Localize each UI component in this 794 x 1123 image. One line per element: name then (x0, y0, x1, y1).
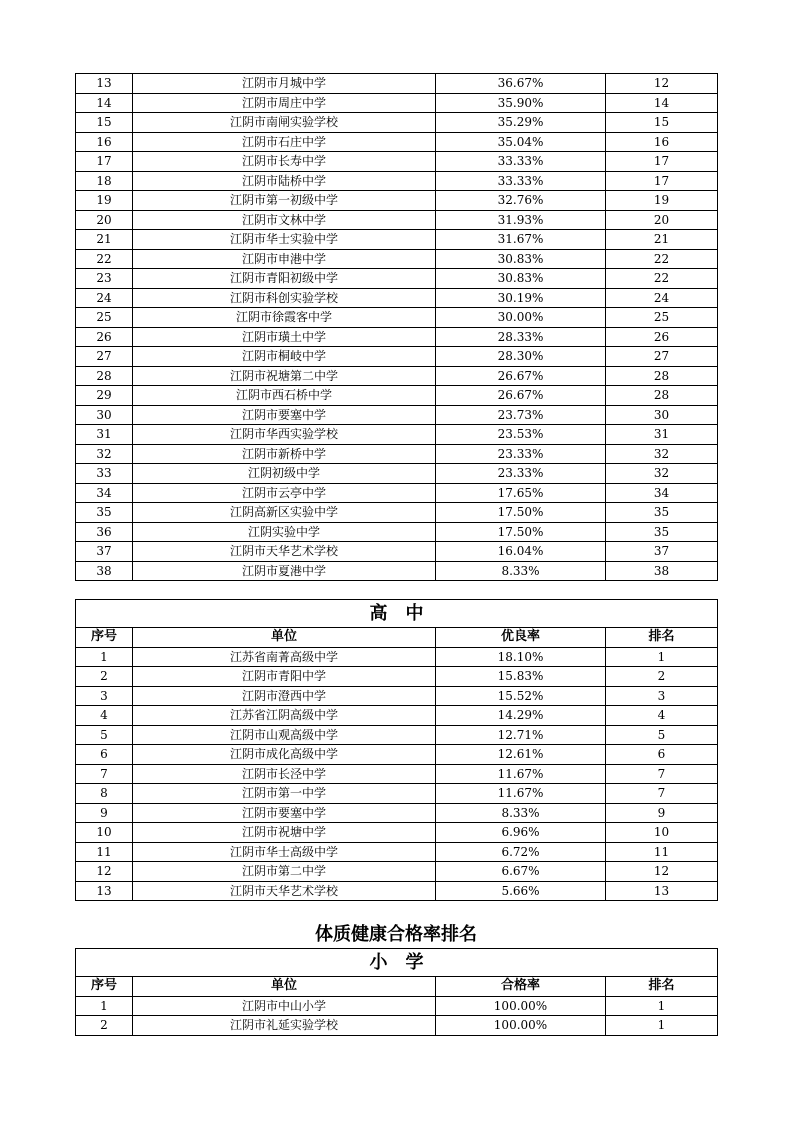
cell-rank: 28 (606, 366, 718, 386)
cell-unit: 江阴市第一中学 (133, 784, 436, 804)
table-row (76, 366, 718, 386)
cell-unit: 江阴市申港中学 (133, 249, 436, 269)
cell-rate: 15.83% (436, 667, 606, 687)
cell-unit: 江阴市第二中学 (133, 862, 436, 882)
cell-unit: 江阴市天华艺术学校 (133, 542, 436, 562)
cell-no: 2 (76, 1016, 133, 1036)
cell-rate: 8.33% (436, 561, 606, 581)
primary-school-title-row (76, 949, 718, 977)
table-row (76, 862, 718, 882)
table-row (76, 784, 718, 804)
table-row (76, 210, 718, 230)
cell-rate: 6.72% (436, 842, 606, 862)
cell-unit: 江阴市山观高级中学 (133, 725, 436, 745)
table-row (76, 464, 718, 484)
table-row (76, 74, 718, 94)
cell-rank: 27 (606, 347, 718, 367)
table-row (76, 249, 718, 269)
cell-rank: 24 (606, 288, 718, 308)
high-school-table (75, 599, 718, 901)
table-row (76, 444, 718, 464)
cell-rank: 11 (606, 842, 718, 862)
table-row (76, 647, 718, 667)
cell-unit: 江阴市云亭中学 (133, 483, 436, 503)
cell-no: 5 (76, 725, 133, 745)
cell-no: 9 (76, 803, 133, 823)
table-row (76, 522, 718, 542)
cell-rate: 23.53% (436, 425, 606, 445)
cell-no: 30 (76, 405, 133, 425)
cell-rank: 25 (606, 308, 718, 328)
cell-rank: 35 (606, 522, 718, 542)
cell-rank: 22 (606, 249, 718, 269)
cell-no: 21 (76, 230, 133, 250)
cell-unit: 江阴市桐岐中学 (133, 347, 436, 367)
table-row (76, 152, 718, 172)
table-row (76, 191, 718, 211)
cell-rank: 17 (606, 171, 718, 191)
middle-school-table-body (76, 74, 718, 581)
cell-unit: 江阴市石庄中学 (133, 132, 436, 152)
cell-unit: 江阴实验中学 (133, 522, 436, 542)
cell-rate: 16.04% (436, 542, 606, 562)
cell-unit: 江阴市陆桥中学 (133, 171, 436, 191)
cell-rank: 28 (606, 386, 718, 406)
header-rank: 排名 (606, 977, 718, 997)
cell-rate: 11.67% (436, 764, 606, 784)
cell-rank: 20 (606, 210, 718, 230)
cell-rate: 11.67% (436, 784, 606, 804)
cell-rate: 30.83% (436, 269, 606, 289)
table-row (76, 327, 718, 347)
table-row (76, 230, 718, 250)
cell-no: 32 (76, 444, 133, 464)
cell-no: 12 (76, 862, 133, 882)
cell-rank: 14 (606, 93, 718, 113)
fitness-section-title: 体质健康合格率排名 (315, 924, 477, 945)
table-row (76, 171, 718, 191)
cell-rate: 30.83% (436, 249, 606, 269)
cell-no: 10 (76, 823, 133, 843)
header-no: 序号 (76, 628, 133, 648)
cell-rate: 17.65% (436, 483, 606, 503)
cell-unit: 江阴市长寿中学 (133, 152, 436, 172)
cell-unit: 江阴市华士实验中学 (133, 230, 436, 250)
cell-rank: 1 (606, 996, 718, 1016)
primary-school-table (75, 948, 718, 1036)
cell-unit: 江阴市祝塘第二中学 (133, 366, 436, 386)
cell-no: 20 (76, 210, 133, 230)
table-row (76, 561, 718, 581)
cell-rank: 2 (606, 667, 718, 687)
cell-rate: 14.29% (436, 706, 606, 726)
cell-rank: 5 (606, 725, 718, 745)
cell-unit: 江阴初级中学 (133, 464, 436, 484)
cell-rank: 26 (606, 327, 718, 347)
cell-no: 13 (76, 74, 133, 94)
cell-no: 25 (76, 308, 133, 328)
cell-no: 18 (76, 171, 133, 191)
cell-no: 15 (76, 113, 133, 133)
table-row (76, 483, 718, 503)
cell-rank: 17 (606, 152, 718, 172)
cell-unit: 江阴市青阳中学 (133, 667, 436, 687)
cell-rate: 31.67% (436, 230, 606, 250)
cell-rate: 12.71% (436, 725, 606, 745)
cell-rank: 32 (606, 464, 718, 484)
cell-no: 14 (76, 93, 133, 113)
cell-rate: 26.67% (436, 386, 606, 406)
cell-no: 24 (76, 288, 133, 308)
cell-rate: 28.33% (436, 327, 606, 347)
cell-no: 8 (76, 784, 133, 804)
cell-unit: 江阴市西石桥中学 (133, 386, 436, 406)
cell-no: 31 (76, 425, 133, 445)
cell-rank: 32 (606, 444, 718, 464)
cell-rank: 38 (606, 561, 718, 581)
cell-unit: 江苏省南菁高级中学 (133, 647, 436, 667)
cell-rate: 23.33% (436, 444, 606, 464)
cell-unit: 江阴市华士高级中学 (133, 842, 436, 862)
table-row (76, 113, 718, 133)
cell-no: 16 (76, 132, 133, 152)
header-rank: 排名 (606, 628, 718, 648)
table-row (76, 347, 718, 367)
cell-unit: 江阴市华西实验学校 (133, 425, 436, 445)
cell-rank: 22 (606, 269, 718, 289)
cell-rate: 36.67% (436, 74, 606, 94)
cell-rank: 10 (606, 823, 718, 843)
cell-rate: 26.67% (436, 366, 606, 386)
cell-no: 37 (76, 542, 133, 562)
table-row (76, 93, 718, 113)
cell-no: 6 (76, 745, 133, 765)
cell-no: 1 (76, 996, 133, 1016)
cell-unit: 江阴市新桥中学 (133, 444, 436, 464)
high-school-header-row (76, 628, 718, 648)
cell-rank: 37 (606, 542, 718, 562)
cell-unit: 江阴市成化高级中学 (133, 745, 436, 765)
cell-unit: 江阴市礼延实验学校 (133, 1016, 436, 1036)
cell-rank: 12 (606, 862, 718, 882)
primary-school-table-body (76, 996, 718, 1035)
cell-rate: 8.33% (436, 803, 606, 823)
cell-no: 7 (76, 764, 133, 784)
cell-no: 33 (76, 464, 133, 484)
cell-unit: 江阴市文林中学 (133, 210, 436, 230)
cell-no: 35 (76, 503, 133, 523)
cell-rank: 21 (606, 230, 718, 250)
cell-no: 2 (76, 667, 133, 687)
cell-no: 4 (76, 706, 133, 726)
cell-rate: 6.67% (436, 862, 606, 882)
cell-unit: 江阴市中山小学 (133, 996, 436, 1016)
cell-unit: 江阴市南闸实验学校 (133, 113, 436, 133)
cell-unit: 江阴市徐霞客中学 (133, 308, 436, 328)
cell-unit: 江阴市长泾中学 (133, 764, 436, 784)
table-row (76, 386, 718, 406)
cell-unit: 江阴高新区实验中学 (133, 503, 436, 523)
high-school-table-body (76, 647, 718, 901)
table-row (76, 842, 718, 862)
cell-rate: 30.00% (436, 308, 606, 328)
cell-no: 1 (76, 647, 133, 667)
cell-unit: 江苏省江阴高级中学 (133, 706, 436, 726)
cell-unit: 江阴市祝塘中学 (133, 823, 436, 843)
cell-unit: 江阴市青阳初级中学 (133, 269, 436, 289)
table-row (76, 686, 718, 706)
table-row (76, 288, 718, 308)
cell-unit: 江阴市第一初级中学 (133, 191, 436, 211)
cell-no: 13 (76, 881, 133, 901)
cell-rate: 15.52% (436, 686, 606, 706)
cell-unit: 江阴市周庄中学 (133, 93, 436, 113)
cell-rank: 7 (606, 784, 718, 804)
cell-rate: 12.61% (436, 745, 606, 765)
cell-rate: 32.76% (436, 191, 606, 211)
header-unit: 单位 (133, 628, 436, 648)
middle-school-table (75, 73, 718, 581)
cell-no: 19 (76, 191, 133, 211)
cell-rank: 3 (606, 686, 718, 706)
header-unit: 单位 (133, 977, 436, 997)
header-rate: 合格率 (436, 977, 606, 997)
cell-no: 29 (76, 386, 133, 406)
cell-no: 27 (76, 347, 133, 367)
cell-rank: 13 (606, 881, 718, 901)
cell-rank: 19 (606, 191, 718, 211)
cell-rate: 35.90% (436, 93, 606, 113)
cell-unit: 江阴市璜土中学 (133, 327, 436, 347)
cell-rate: 18.10% (436, 647, 606, 667)
table-row (76, 503, 718, 523)
cell-no: 22 (76, 249, 133, 269)
cell-no: 17 (76, 152, 133, 172)
cell-rank: 9 (606, 803, 718, 823)
table-row (76, 308, 718, 328)
cell-rate: 100.00% (436, 1016, 606, 1036)
table-row (76, 1016, 718, 1036)
table-row (76, 996, 718, 1016)
cell-no: 23 (76, 269, 133, 289)
table-row (76, 425, 718, 445)
table-row (76, 745, 718, 765)
cell-rank: 35 (606, 503, 718, 523)
cell-no: 11 (76, 842, 133, 862)
cell-unit: 江阴市要塞中学 (133, 405, 436, 425)
header-no: 序号 (76, 977, 133, 997)
cell-no: 34 (76, 483, 133, 503)
cell-unit: 江阴市澄西中学 (133, 686, 436, 706)
cell-rate: 31.93% (436, 210, 606, 230)
cell-unit: 江阴市科创实验学校 (133, 288, 436, 308)
table-row (76, 667, 718, 687)
cell-no: 26 (76, 327, 133, 347)
cell-rank: 1 (606, 1016, 718, 1036)
header-rate: 优良率 (436, 628, 606, 648)
cell-rank: 7 (606, 764, 718, 784)
cell-rate: 33.33% (436, 171, 606, 191)
table-row (76, 725, 718, 745)
cell-rank: 15 (606, 113, 718, 133)
cell-rank: 16 (606, 132, 718, 152)
cell-rank: 12 (606, 74, 718, 94)
primary-school-title: 小学 (76, 949, 718, 977)
cell-unit: 江阴市要塞中学 (133, 803, 436, 823)
table-row (76, 881, 718, 901)
cell-no: 36 (76, 522, 133, 542)
cell-unit: 江阴市天华艺术学校 (133, 881, 436, 901)
table-row (76, 764, 718, 784)
table-row (76, 823, 718, 843)
cell-rate: 100.00% (436, 996, 606, 1016)
cell-rate: 33.33% (436, 152, 606, 172)
cell-rate: 23.33% (436, 464, 606, 484)
table-row (76, 706, 718, 726)
high-school-title: 高中 (76, 600, 718, 628)
cell-rate: 23.73% (436, 405, 606, 425)
cell-rank: 30 (606, 405, 718, 425)
cell-rate: 35.29% (436, 113, 606, 133)
cell-rate: 6.96% (436, 823, 606, 843)
cell-rate: 17.50% (436, 503, 606, 523)
cell-rate: 5.66% (436, 881, 606, 901)
cell-no: 38 (76, 561, 133, 581)
cell-rank: 1 (606, 647, 718, 667)
table-row (76, 405, 718, 425)
cell-rate: 28.30% (436, 347, 606, 367)
cell-unit: 江阴市夏港中学 (133, 561, 436, 581)
cell-rank: 6 (606, 745, 718, 765)
cell-no: 3 (76, 686, 133, 706)
table-row (76, 269, 718, 289)
cell-unit: 江阴市月城中学 (133, 74, 436, 94)
cell-no: 28 (76, 366, 133, 386)
cell-rate: 17.50% (436, 522, 606, 542)
high-school-title-row (76, 600, 718, 628)
cell-rank: 34 (606, 483, 718, 503)
table-row (76, 132, 718, 152)
table-row (76, 542, 718, 562)
cell-rate: 30.19% (436, 288, 606, 308)
cell-rank: 4 (606, 706, 718, 726)
primary-school-header-row (76, 977, 718, 997)
cell-rank: 31 (606, 425, 718, 445)
table-row (76, 803, 718, 823)
cell-rate: 35.04% (436, 132, 606, 152)
